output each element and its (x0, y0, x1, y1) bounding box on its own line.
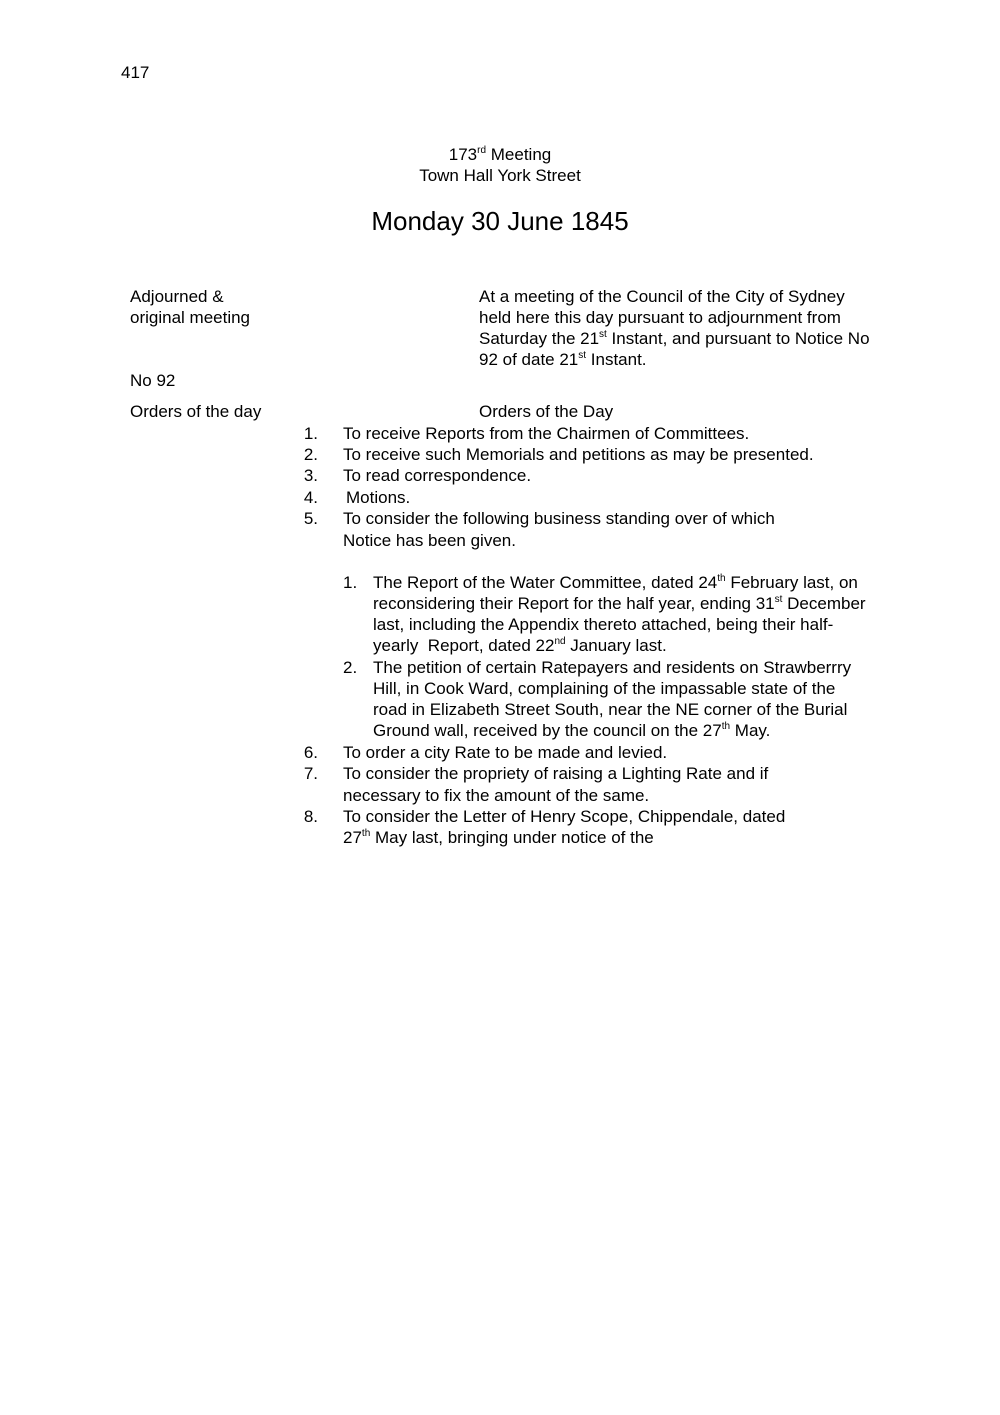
intro-line: At a meeting of the Council of the City of Sydney (479, 287, 845, 306)
margin-note-original: original meeting (130, 308, 251, 327)
sub-order-text: last, including the Appendix thereto attached, being their half- (373, 615, 834, 634)
meeting-ordinal-number: 173 (448, 145, 478, 164)
page-number: 417 (121, 63, 150, 82)
order-number: 8. (303, 807, 318, 826)
order-number: 3. (303, 466, 318, 485)
sub-order-text: The petition of certain Ratepayers and residents on Strawberrry (373, 658, 852, 677)
sub-order-number: 1. (343, 573, 358, 592)
order-text: Notice has been given. (343, 531, 516, 550)
order-text: To order a city Rate to be made and levied. (343, 743, 668, 762)
order-number: 5. (303, 509, 318, 528)
sub-order-text: yearly Report, dated 22nd January last. (373, 636, 667, 655)
meeting-word: Meeting (486, 145, 552, 164)
order-number: 6. (303, 743, 318, 762)
meeting-date: Monday 30 June 1845 (371, 206, 629, 236)
order-number: 4. (303, 488, 318, 507)
order-number: 2. (303, 445, 318, 464)
order-text: To read correspondence. (343, 466, 532, 485)
sub-order-text: Hill, in Cook Ward, complaining of the impassable state of the (373, 679, 836, 698)
meeting-number (0, 144, 1000, 165)
order-text: necessary to fix the amount of the same. (343, 786, 650, 805)
order-text: To receive such Memorials and petitions as may be presented. (343, 445, 814, 464)
margin-note-orders: Orders of the day (130, 402, 262, 421)
intro-line: Saturday the 21st Instant, and pursuant to Notice No (479, 329, 870, 348)
order-text: To consider the Letter of Henry Scope, Chippendale, dated (343, 807, 786, 826)
margin-note-adjourned: Adjourned & (130, 287, 224, 306)
sub-order-text: road in Elizabeth Street South, near the NE corner of the Burial (373, 700, 848, 719)
meeting-venue: Town Hall York Street (419, 166, 581, 185)
sub-order-text: The Report of the Water Committee, dated 24th February last, on (373, 573, 858, 592)
order-text: Motions. (346, 488, 411, 507)
order-text: To consider the following business standing over of which (343, 509, 775, 528)
order-text: To receive Reports from the Chairmen of Committees. (343, 424, 750, 443)
margin-note-number: No 92 (130, 371, 176, 390)
intro-line: 92 of date 21st Instant. (479, 350, 647, 369)
sub-order-text: Ground wall, received by the council on the 27th May. (373, 721, 771, 740)
order-text: 27th May last, bringing under notice of the (343, 828, 654, 847)
sub-order-number: 2. (343, 658, 358, 677)
meeting-ordinal-suffix: rd (477, 145, 487, 156)
order-text: To consider the propriety of raising a Lighting Rate and if (343, 764, 769, 783)
orders-heading: Orders of the Day (479, 402, 614, 421)
order-number: 1. (303, 424, 318, 443)
sub-order-text: reconsidering their Report for the half year, ending 31st December (373, 594, 866, 613)
intro-line: held here this day pursuant to adjournment from (479, 308, 841, 327)
order-number: 7. (303, 764, 318, 783)
